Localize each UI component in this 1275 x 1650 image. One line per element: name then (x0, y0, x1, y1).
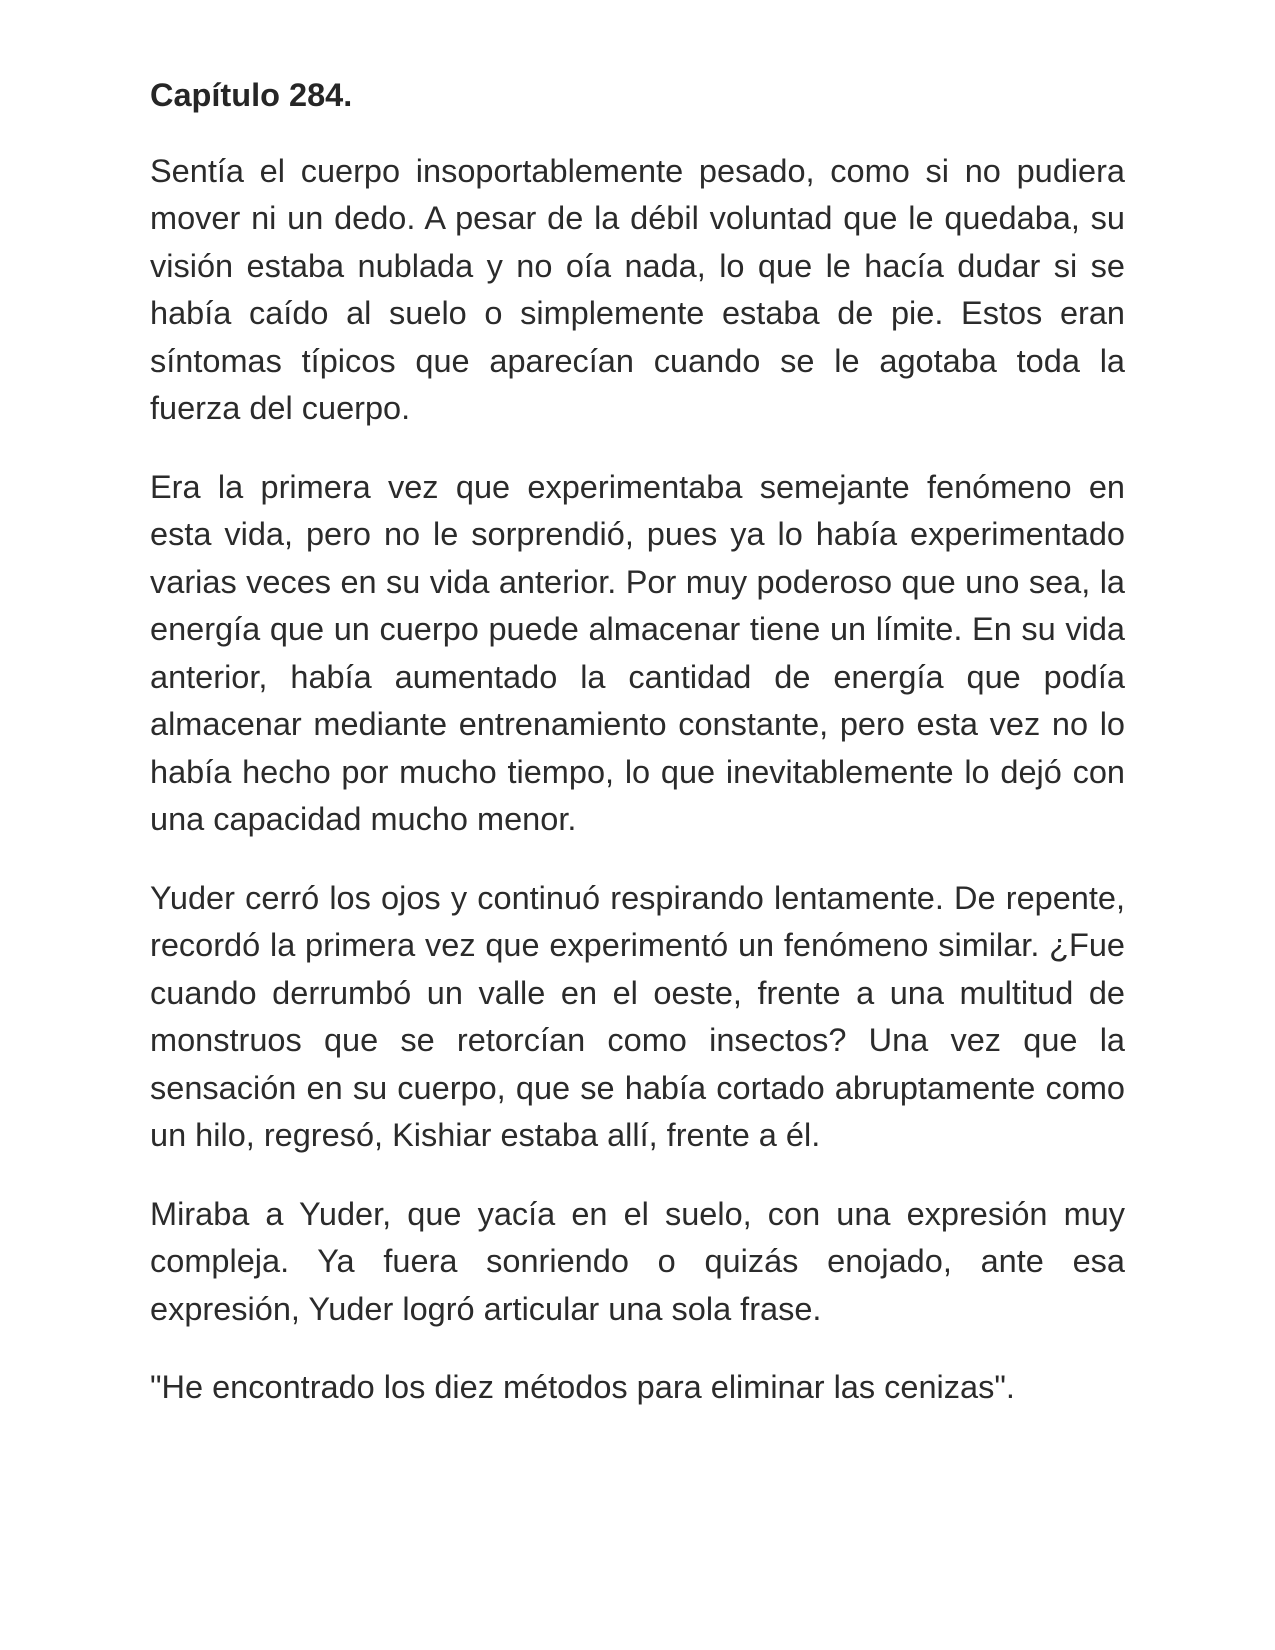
chapter-title: Capítulo 284. (150, 77, 353, 113)
paragraph-4: Miraba a Yuder, que yacía en el suelo, con una expresión muy compleja. Ya fuera sonriendo o quizás enojado, ante esa expresión, Yuder logró articular una sola frase. (150, 1195, 1125, 1327)
paragraph-2: Era la primera vez que experimentaba semejante fenómeno en esta vida, pero no le sorprendió, pues ya lo había experimentado varias veces en su vida anterior. Por muy poderoso que uno sea, la energía que un cuerpo puede almacenar tiene un límite. En su vida anterior, había aumentado la cantidad de energía que podía almacenar mediante entrenamiento constante, pero esta vez no lo había hecho por mucho tiempo, lo que inevitablemente lo dejó con una capacidad mucho menor. (150, 468, 1125, 837)
document-page (150, 72, 1125, 1443)
paragraph-1: Sentía el cuerpo insoportablemente pesado, como si no pudiera mover ni un dedo. A pesar de la débil voluntad que le quedaba, su visión estaba nublada y no oía nada, lo que le hacía dudar si se había caído al suelo o simplemente estaba de pie. Estos eran síntomas típicos que aparecían cuando se le agotaba toda la fuerza del cuerpo. (150, 152, 1125, 426)
paragraph-5: "He encontrado los diez métodos para eliminar las cenizas". (150, 1369, 1015, 1405)
paragraph-3: Yuder cerró los ojos y continuó respirando lentamente. De repente, recordó la primera vez que experimentó un fenómeno similar. ¿Fue cuando derrumbó un valle en el oeste, frente a una multitud de monstruos que se retorcían como insectos? Una vez que la sensación en su cuerpo, que se había cortado abruptamente como un hilo, regresó, Kishiar estaba allí, frente a él. (150, 879, 1125, 1153)
